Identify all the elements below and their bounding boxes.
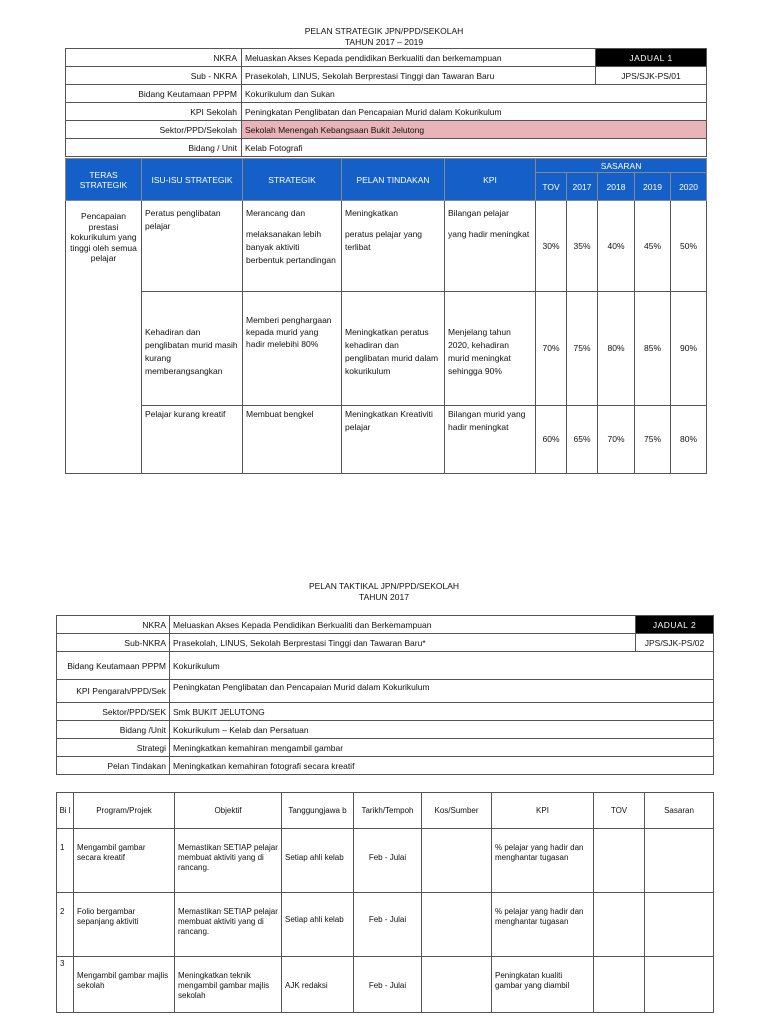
- value-cell: 70%: [598, 406, 635, 474]
- pelan-line: peratus pelajar yang terlibat: [345, 229, 423, 252]
- info-row-sektor: [57, 703, 714, 721]
- info-row-sub-nkra: [57, 634, 714, 652]
- objektif-cell: Memastikan SETIAP pelajar membuat aktiviti yang di rancang.: [175, 893, 282, 957]
- header-pelan: PELAN TINDAKAN: [342, 159, 445, 201]
- header-tanggungjawab: Tanggungjawa b: [282, 793, 354, 829]
- info-label: NKRA: [57, 616, 170, 634]
- info-label: Sektor/PPD/Sekolah: [66, 121, 242, 139]
- program-cell: Mengambil gambar majlis sekolah: [74, 957, 175, 1013]
- info-label: KPI Sekolah: [66, 103, 242, 121]
- plan2-subtitle: TAHUN 2017: [359, 592, 409, 602]
- header-sasaran: Sasaran: [645, 793, 714, 829]
- sasaran-cell: [645, 957, 714, 1013]
- objektif-cell: Meningkatkan teknik mengambil gambar majlis sekolah: [175, 957, 282, 1013]
- bil-cell: 3: [57, 957, 74, 1013]
- header-year: 2019: [635, 173, 671, 201]
- kpi-line: Bilangan pelajar: [448, 208, 509, 218]
- plan1-subtitle: TAHUN 2017 – 2019: [344, 37, 424, 47]
- tarikh-cell: Feb - Julai: [354, 893, 422, 957]
- value-cell: 70%: [536, 292, 567, 406]
- pelan-cell: Meningkatkan peratus kehadiran dan penglibatan murid dalam kokurikulum: [342, 292, 445, 406]
- tanggungjawab-cell: AJK redaksi: [282, 957, 354, 1013]
- header-kos: Kos/Sumber: [422, 793, 492, 829]
- header-strategik: STRATEGIK: [243, 159, 342, 201]
- info-label: Strategi: [57, 739, 170, 757]
- table-row: [66, 201, 707, 292]
- pelan-cell: Meningkatkan Kreativiti pelajar: [342, 406, 445, 474]
- header-kpi: KPI: [445, 159, 536, 201]
- value-cell: 75%: [567, 292, 598, 406]
- header-objektif: Objektif: [175, 793, 282, 829]
- kpi-cell: Bilangan murid yang hadir meningkat: [445, 406, 536, 474]
- table-row: [66, 406, 707, 474]
- table-row: [66, 292, 707, 406]
- reference-code: JPS/SJK-PS/01: [596, 67, 707, 85]
- info-value: Peningkatan Penglibatan dan Pencapaian Murid dalam Kokurikulum: [242, 103, 707, 121]
- info-row-kpi: [57, 680, 714, 703]
- info-row-unit: [57, 721, 714, 739]
- value-cell: 80%: [598, 292, 635, 406]
- info-label: Bidang Keutamaan PPPM: [57, 652, 170, 680]
- value-cell: 60%: [536, 406, 567, 474]
- plan1-title: PELAN STRATEGIK JPN/PPD/SEKOLAH: [304, 26, 464, 36]
- jadual-badge: JADUAL 1: [596, 49, 707, 67]
- info-value: Meningkatkan kemahiran fotografi secara kreatif: [170, 757, 714, 775]
- info-value-school: Sekolah Menengah Kebangsaan Bukit Jelutong: [242, 121, 707, 139]
- table-row: [57, 893, 714, 957]
- info-row-pelan: [57, 757, 714, 775]
- header-year: TOV: [536, 173, 567, 201]
- info-value: Meningkatkan kemahiran mengambil gambar: [170, 739, 714, 757]
- teras-cell: Pencapaian prestasi kokurikulum yang tinggi oleh semua pelajar: [66, 201, 142, 474]
- info-value: Meluaskan Akses Kepada pendidikan Berkualiti dan berkemampuan: [242, 49, 596, 67]
- header-tarikh: Tarikh/Tempoh: [354, 793, 422, 829]
- header-isu: ISU-ISU STRATEGIK: [142, 159, 243, 201]
- info-row-nkra: [57, 616, 714, 634]
- plan2-info-table: [56, 615, 714, 775]
- tov-cell: [594, 829, 645, 893]
- sasaran-cell: [645, 829, 714, 893]
- isu-cell: Peratus penglibatan pelajar: [142, 201, 243, 292]
- header-program: Program/Projek: [74, 793, 175, 829]
- info-label: Pelan Tindakan: [57, 757, 170, 775]
- value-cell: 30%: [536, 201, 567, 292]
- header-kpi: KPI: [492, 793, 594, 829]
- info-label: Sektor/PPD/SEK: [57, 703, 170, 721]
- strategik-cell: [243, 201, 342, 292]
- info-label: Bidang Keutamaan PPPM: [66, 85, 242, 103]
- isu-cell: Kehadiran dan penglibatan murid masih kurang memberangsangkan: [142, 292, 243, 406]
- info-value: Prasekolah, LINUS, Sekolah Berprestasi Tinggi dan Tawaran Baru: [242, 67, 596, 85]
- header-sasaran: SASARAN: [536, 159, 707, 173]
- kpi-line: yang hadir meningkat: [448, 229, 530, 239]
- tarikh-cell: Feb - Julai: [354, 829, 422, 893]
- header-row: [66, 159, 707, 173]
- info-value: Smk BUKIT JELUTONG: [170, 703, 714, 721]
- value-cell: 40%: [598, 201, 635, 292]
- header-year: 2017: [567, 173, 598, 201]
- info-label: Bidang / Unit: [66, 139, 242, 157]
- sasaran-cell: [645, 893, 714, 957]
- info-label: Bidang /Unit: [57, 721, 170, 739]
- strategik-cell: Membuat bengkel: [243, 406, 342, 474]
- strategik-cell: Memberi penghargaan kepada murid yang hadir melebihi 80%: [243, 292, 342, 406]
- tov-cell: [594, 893, 645, 957]
- tanggungjawab-cell: Setiap ahli kelab: [282, 829, 354, 893]
- info-value: Kokurikulum dan Sukan: [242, 85, 707, 103]
- program-cell: Mengambil gambar secara kreatif: [74, 829, 175, 893]
- jadual-badge: JADUAL 2: [636, 616, 714, 634]
- info-value: Peningkatan Penglibatan dan Pencapaian Murid dalam Kokurikulum: [170, 680, 714, 703]
- value-cell: 80%: [671, 406, 707, 474]
- tanggungjawab-cell: Setiap ahli kelab: [282, 893, 354, 957]
- isu-cell: Pelajar kurang kreatif: [142, 406, 243, 474]
- kos-cell: [422, 957, 492, 1013]
- kpi-cell: % pelajar yang hadir dan menghantar tugasan: [492, 893, 594, 957]
- value-cell: 90%: [671, 292, 707, 406]
- info-value: Prasekolah, LINUS, Sekolah Berprestasi Tinggi dan Tawaran Baru*: [170, 634, 636, 652]
- kos-cell: [422, 829, 492, 893]
- plan1-strategy-table: [65, 158, 707, 474]
- tarikh-cell: Feb - Julai: [354, 957, 422, 1013]
- kpi-cell: Menjelang tahun 2020, kehadiran murid meningkat sehingga 90%: [445, 292, 536, 406]
- info-label: KPI Pengarah/PPD/Sek: [57, 680, 170, 703]
- value-cell: 75%: [635, 406, 671, 474]
- plan2-title: PELAN TAKTIKAL JPN/PPD/SEKOLAH: [308, 581, 460, 591]
- value-cell: 65%: [567, 406, 598, 474]
- info-row-sektor: [66, 121, 707, 139]
- header-year: 2018: [598, 173, 635, 201]
- header-row: [57, 793, 714, 829]
- info-row-nkra: [66, 49, 707, 67]
- info-value: Kelab Fotografi: [242, 139, 707, 157]
- program-cell: Folio bergambar sepanjang aktiviti: [74, 893, 175, 957]
- bil-cell: 1: [57, 829, 74, 893]
- pelan-line: Meningkatkan: [345, 208, 398, 218]
- info-value: Kokurikulum: [170, 652, 714, 680]
- info-row-sub-nkra: [66, 67, 707, 85]
- tov-cell: [594, 957, 645, 1013]
- bil-cell: 2: [57, 893, 74, 957]
- info-row-unit: [66, 139, 707, 157]
- info-label: Sub - NKRA: [66, 67, 242, 85]
- header-tov: TOV: [594, 793, 645, 829]
- header-year: 2020: [671, 173, 707, 201]
- plan2-program-table: [56, 792, 714, 1013]
- kpi-cell: % pelajar yang hadir dan menghantar tugasan: [492, 829, 594, 893]
- info-row-bidang: [66, 85, 707, 103]
- kpi-cell: Peningkatan kualiti gambar yang diambil: [492, 957, 594, 1013]
- info-row-bidang: [57, 652, 714, 680]
- header-teras: TERAS STRATEGIK: [66, 159, 142, 201]
- info-label: Sub-NKRA: [57, 634, 170, 652]
- value-cell: 35%: [567, 201, 598, 292]
- header-bil: Bi l: [57, 793, 74, 829]
- pelan-cell: [342, 201, 445, 292]
- value-cell: 85%: [635, 292, 671, 406]
- info-row-strategi: [57, 739, 714, 757]
- objektif-cell: Memastikan SETIAP pelajar membuat aktiviti yang di rancang.: [175, 829, 282, 893]
- value-cell: 50%: [671, 201, 707, 292]
- info-label: NKRA: [66, 49, 242, 67]
- info-value: Kokurikulum – Kelab dan Persatuan: [170, 721, 714, 739]
- table-row: [57, 829, 714, 893]
- kpi-cell: [445, 201, 536, 292]
- strategik-line: melaksanakan lebih banyak aktiviti berbentuk pertandingan: [246, 229, 336, 265]
- kos-cell: [422, 893, 492, 957]
- info-value: Meluaskan Akses Kepada Pendidikan Berkualiti dan Berkemampuan: [170, 616, 636, 634]
- value-cell: 45%: [635, 201, 671, 292]
- info-row-kpi: [66, 103, 707, 121]
- strategik-line: Merancang dan: [246, 208, 306, 218]
- table-row: [57, 957, 714, 1013]
- plan1-info-table: [65, 48, 707, 157]
- reference-code: JPS/SJK-PS/02: [636, 634, 714, 652]
